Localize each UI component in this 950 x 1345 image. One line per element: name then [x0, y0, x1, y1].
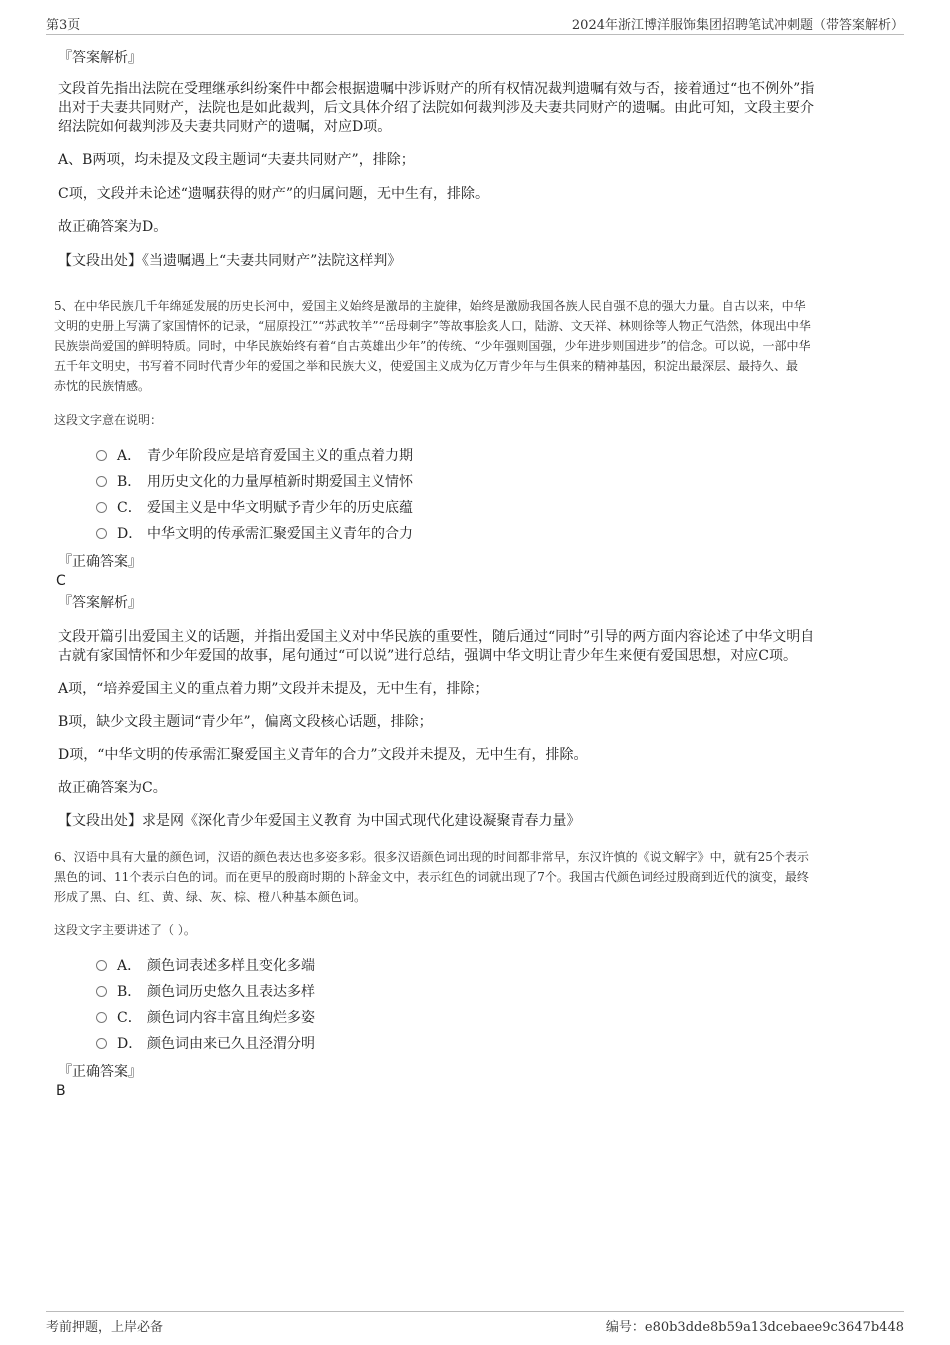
radio-button[interactable]	[96, 476, 107, 487]
page-footer	[46, 1311, 904, 1334]
question-prompt: 这段文字意在说明：	[54, 413, 163, 427]
analysis-line: 出对于夫妻共同财产，法院也是如此裁判，后文具体介绍了法院如何裁判涉及夫妻共同财产的遗嘱。由此可知，文段主要介	[58, 100, 814, 116]
analysis-line: 古就有家国情怀和少年爱国的故事，尾句通过“可以说”进行总结，强调中华文明让青少年生来便有爱国思想，对应C项。	[58, 648, 798, 664]
question-text-line: 民族崇尚爱国的鲜明特质。同时，中华民族始终有着“自古英雄出少年”的传统、“少年强则国强，少年进步则国进步”的信念。可以说，一部中华	[54, 339, 811, 353]
page-header	[46, 14, 904, 35]
correct-answer: B	[56, 1083, 66, 1099]
analysis-heading: 『答案解析』	[58, 595, 142, 611]
option-b[interactable]: B． 用历史文化的力量厚植新时期爱国主义情怀	[96, 472, 413, 492]
analysis-conclusion: 故正确答案为D。	[58, 219, 168, 235]
footer-slogan: 考前押题，上岸必备	[46, 1320, 164, 1335]
question-text-line: 五千年文明史，书写着不同时代青少年的爱国之举和民族大义，使爱国主义成为亿万青少年与生俱来的精神基因，积淀出最深层、最持久、最	[54, 359, 799, 373]
analysis-paragraph: A项，“培养爱国主义的重点着力期”文段并未提及，无中生有，排除；	[58, 681, 489, 697]
correct-answer-heading: 『正确答案』	[58, 554, 142, 570]
correct-answer: C	[56, 573, 66, 589]
document-code: 编号：e80b3dde8b59a13dcebaee9c3647b448	[605, 1320, 904, 1335]
question-text-line: 赤忱的民族情感。	[54, 379, 151, 393]
analysis-line: 绍法院如何裁判涉及夫妻共同财产的遗嘱，对应D项。	[58, 119, 392, 135]
radio-button[interactable]	[96, 1038, 107, 1049]
option-a[interactable]: A． 青少年阶段应是培育爱国主义的重点着力期	[96, 446, 413, 466]
analysis-heading: 『答案解析』	[58, 50, 142, 66]
analysis-paragraph: C项，文段并未论述“遗嘱获得的财产”的归属问题，无中生有，排除。	[58, 186, 490, 202]
analysis-line: 文段开篇引出爱国主义的话题，并指出爱国主义对中华民族的重要性，随后通过“同时”引导的两方面内容论述了中华文明自	[58, 629, 815, 645]
radio-button[interactable]	[96, 450, 107, 461]
radio-button[interactable]	[96, 528, 107, 539]
option-a[interactable]: A． 颜色词表述多样且变化多端	[96, 956, 315, 976]
option-c[interactable]: C． 爱国主义是中华文明赋予青少年的历史底蕴	[96, 498, 413, 518]
option-d[interactable]: D． 中华文明的传承需汇聚爱国主义青年的合力	[96, 524, 413, 544]
question-text-line: 文明的史册上写满了家国情怀的记录，“屈原投江”“苏武牧羊”“岳母刺字”等故事脍炙人口，陆游、文天祥、林则徐等人物正气浩然，体现出中华	[54, 319, 811, 333]
radio-button[interactable]	[96, 502, 107, 513]
radio-button[interactable]	[96, 960, 107, 971]
question-text-line: 5、在中华民族几千年绵延发展的历史长河中，爱国主义始终是激昂的主旋律，始终是激励我国各族人民自强不息的强大力量。自古以来，中华	[54, 299, 806, 313]
question-text-line: 6、汉语中具有大量的颜色词，汉语的颜色表达也多姿多彩。很多汉语颜色词出现的时间都非常早，东汉许慎的《说文解字》中，就有25个表示	[54, 850, 809, 864]
option-d[interactable]: D． 颜色词由来已久且泾渭分明	[96, 1034, 315, 1054]
analysis-paragraph: A、B两项，均未提及文段主题词“夫妻共同财产”，排除；	[58, 152, 415, 168]
page-number: 第3页	[46, 18, 81, 33]
question-text-line: 形成了黑、白、红、黄、绿、灰、棕、橙八种基本颜色词。	[54, 890, 367, 904]
analysis-paragraph: B项，缺少文段主题词“青少年”，偏离文段核心话题，排除；	[58, 714, 433, 730]
radio-button[interactable]	[96, 1012, 107, 1023]
source-citation: 【文段出处】《当遗嘱遇上“夫妻共同财产”法院这样判》	[58, 253, 402, 269]
analysis-conclusion: 故正确答案为C。	[58, 780, 167, 796]
radio-button[interactable]	[96, 986, 107, 997]
source-citation: 【文段出处】求是网《深化青少年爱国主义教育 为中国式现代化建设凝聚青春力量》	[58, 813, 581, 829]
analysis-paragraph: D项，“中华文明的传承需汇聚爱国主义青年的合力”文段并未提及，无中生有，排除。	[58, 747, 588, 763]
document-title: 2024年浙江博洋服饰集团招聘笔试冲刺题（带答案解析）	[571, 18, 904, 33]
option-b[interactable]: B． 颜色词历史悠久且表达多样	[96, 982, 315, 1002]
analysis-line: 文段首先指出法院在受理继承纠纷案件中都会根据遗嘱中涉诉财产的所有权情况裁判遗嘱有效与否，接着通过“也不例外”指	[58, 81, 815, 97]
question-text-line: 黑色的词、11个表示白色的词。而在更早的殷商时期的卜辞金文中，表示红色的词就出现了7个。我国古代颜色词经过殷商到近代的演变，最终	[54, 870, 809, 884]
option-c[interactable]: C． 颜色词内容丰富且绚烂多姿	[96, 1008, 315, 1028]
question-prompt: 这段文字主要讲述了（ ）。	[54, 923, 196, 937]
correct-answer-heading: 『正确答案』	[58, 1064, 142, 1080]
